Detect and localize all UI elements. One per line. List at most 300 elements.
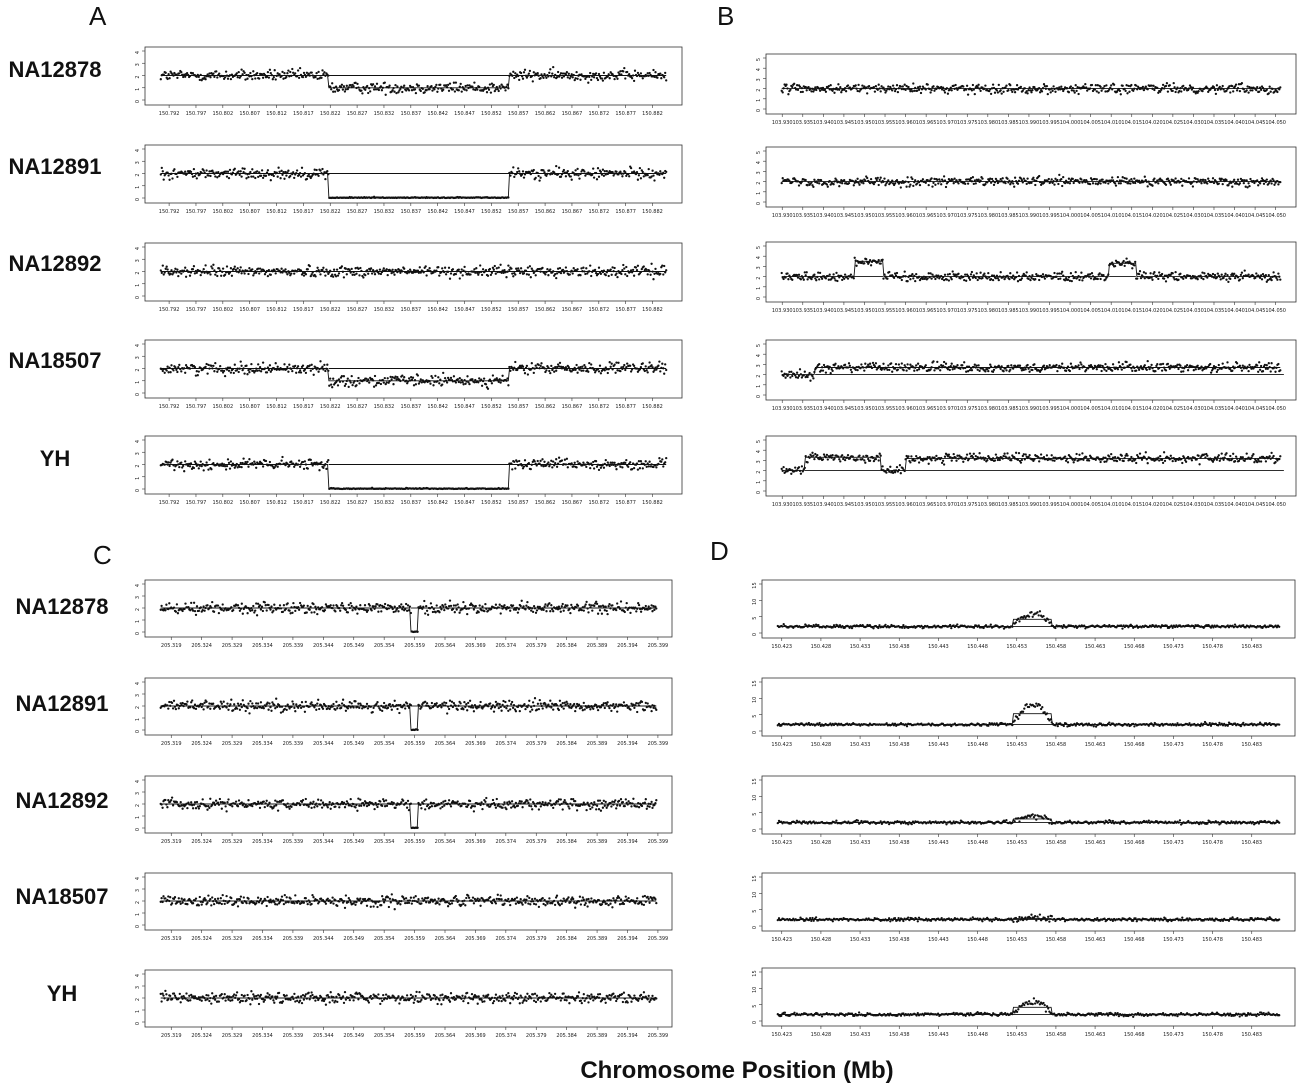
- data-point: [1233, 179, 1235, 181]
- data-point: [1179, 273, 1181, 275]
- data-point: [526, 273, 528, 275]
- data-point: [866, 92, 868, 94]
- data-point: [380, 383, 382, 385]
- y-tick-label: 2: [135, 173, 141, 177]
- data-point: [868, 85, 870, 87]
- x-tick-label: 150.797: [185, 404, 207, 410]
- data-point: [1022, 90, 1024, 92]
- data-point: [167, 371, 169, 373]
- x-tick-label: 150.872: [588, 307, 610, 313]
- data-point: [927, 83, 929, 85]
- data-point: [1247, 91, 1249, 93]
- data-point: [305, 372, 307, 374]
- data-point: [524, 459, 526, 461]
- data-point: [375, 384, 377, 386]
- data-point: [1130, 84, 1132, 86]
- data-point: [1229, 278, 1231, 280]
- data-point: [1231, 85, 1233, 87]
- data-point: [619, 466, 621, 468]
- data-point: [992, 279, 994, 281]
- data-point: [542, 77, 544, 79]
- data-point: [1032, 177, 1034, 179]
- data-point: [522, 366, 524, 368]
- data-point: [533, 169, 535, 171]
- x-tick-label: 150.807: [239, 500, 261, 506]
- data-point: [843, 179, 845, 181]
- data-point: [523, 176, 525, 178]
- data-point: [957, 182, 959, 184]
- data-point: [623, 267, 625, 269]
- data-point: [251, 78, 253, 80]
- data-point: [633, 467, 635, 469]
- data-point: [261, 169, 263, 171]
- data-point: [883, 177, 885, 179]
- data-point: [244, 78, 246, 80]
- data-point: [418, 382, 420, 384]
- data-point: [418, 84, 420, 86]
- data-point: [914, 280, 916, 282]
- data-point: [971, 271, 973, 273]
- data-point: [572, 272, 574, 274]
- data-point: [912, 185, 914, 187]
- data-point: [1000, 89, 1002, 91]
- data-point: [537, 72, 539, 74]
- data-point: [257, 363, 259, 365]
- data-point: [178, 466, 180, 468]
- data-point: [558, 457, 560, 459]
- data-point: [243, 72, 245, 74]
- data-point: [654, 71, 656, 73]
- data-point: [585, 466, 587, 468]
- data-point: [857, 84, 859, 86]
- panel-b-plot-na12878: [756, 54, 1296, 126]
- data-point: [1019, 365, 1021, 367]
- data-point: [560, 272, 562, 274]
- data-point: [1120, 182, 1122, 184]
- data-point: [293, 272, 295, 274]
- data-point: [1002, 177, 1004, 179]
- data-point: [166, 369, 168, 371]
- data-point: [967, 182, 969, 184]
- data-point: [262, 177, 264, 179]
- data-point: [1153, 271, 1155, 273]
- data-point: [216, 275, 218, 277]
- data-point: [1266, 178, 1268, 180]
- data-point: [412, 377, 414, 379]
- data-point: [359, 267, 361, 269]
- data-point: [994, 92, 996, 94]
- data-point: [959, 179, 961, 181]
- data-point: [796, 274, 798, 276]
- data-point: [512, 166, 514, 168]
- data-point: [208, 72, 210, 74]
- data-point: [851, 371, 853, 373]
- data-point: [431, 89, 433, 91]
- data-point: [965, 280, 967, 282]
- data-point: [493, 269, 495, 271]
- data-point: [378, 272, 380, 274]
- data-point: [425, 89, 427, 91]
- data-point: [325, 468, 327, 470]
- data-point: [937, 182, 939, 184]
- data-point: [1002, 370, 1004, 372]
- data-point: [616, 369, 618, 371]
- data-point: [432, 384, 434, 386]
- x-tick-label: 104.015: [1121, 406, 1143, 412]
- data-point: [374, 85, 376, 87]
- data-point: [855, 84, 857, 86]
- data-point: [1048, 178, 1050, 180]
- data-point: [798, 184, 800, 186]
- data-point: [1012, 182, 1014, 184]
- x-tick-label: 104.025: [1162, 213, 1184, 219]
- x-tick-label: 150.872: [588, 209, 610, 215]
- data-point: [1034, 184, 1036, 186]
- data-point: [1026, 271, 1028, 273]
- data-point: [216, 176, 218, 178]
- data-point: [1277, 272, 1279, 274]
- data-point: [347, 378, 349, 380]
- data-point: [784, 377, 786, 379]
- data-point: [648, 361, 650, 363]
- data-point: [1127, 182, 1129, 184]
- sample-label: NA12878: [8, 57, 102, 82]
- data-point: [603, 72, 605, 74]
- data-point: [162, 264, 164, 266]
- x-tick-label: 104.035: [1203, 213, 1225, 219]
- data-point: [452, 88, 454, 90]
- data-point: [343, 375, 345, 377]
- data-point: [488, 89, 490, 91]
- data-point: [167, 461, 169, 463]
- data-point: [1110, 84, 1112, 86]
- data-point: [298, 77, 300, 79]
- data-point: [1030, 91, 1032, 93]
- data-point: [442, 89, 444, 91]
- data-point: [1117, 176, 1119, 178]
- data-point: [1255, 89, 1257, 91]
- data-point: [1134, 182, 1136, 184]
- data-point: [238, 170, 240, 172]
- data-point: [185, 276, 187, 278]
- data-point: [798, 274, 800, 276]
- data-point: [1060, 178, 1062, 180]
- data-point: [1042, 273, 1044, 275]
- data-point: [433, 88, 435, 90]
- data-point: [249, 171, 251, 173]
- data-point: [858, 184, 860, 186]
- data-point: [573, 267, 575, 269]
- data-point: [648, 72, 650, 74]
- data-point: [853, 184, 855, 186]
- data-point: [329, 377, 331, 379]
- data-point: [625, 266, 627, 268]
- x-tick-label: 104.020: [1141, 406, 1163, 412]
- data-point: [876, 179, 878, 181]
- data-point: [182, 465, 184, 467]
- data-point: [535, 274, 537, 276]
- data-point: [252, 175, 254, 177]
- data-point: [333, 269, 335, 271]
- data-point: [469, 273, 471, 275]
- data-point: [282, 171, 284, 173]
- data-point: [246, 461, 248, 463]
- data-point: [1068, 178, 1070, 180]
- data-point: [929, 91, 931, 93]
- data-point: [570, 175, 572, 177]
- data-point: [258, 77, 260, 79]
- y-tick-label: 0: [135, 392, 141, 397]
- data-point: [288, 465, 290, 467]
- x-tick-label: 150.847: [454, 404, 475, 410]
- data-point: [977, 369, 979, 371]
- data-point: [178, 72, 180, 74]
- data-point: [574, 369, 576, 371]
- data-point: [1020, 86, 1022, 88]
- data-point: [915, 273, 917, 275]
- data-point: [393, 274, 395, 276]
- x-tick-label: 150.842: [427, 307, 449, 313]
- data-point: [219, 365, 221, 367]
- data-point: [654, 268, 656, 270]
- data-point: [213, 370, 215, 372]
- data-point: [1100, 90, 1102, 92]
- data-point: [341, 84, 343, 86]
- data-point: [627, 466, 629, 468]
- data-point: [425, 274, 427, 276]
- data-point: [625, 459, 627, 461]
- data-point: [428, 88, 430, 90]
- data-point: [204, 176, 206, 178]
- data-point: [575, 466, 577, 468]
- data-point: [385, 94, 387, 96]
- data-point: [241, 167, 243, 169]
- data-point: [849, 365, 851, 367]
- data-point: [1133, 177, 1135, 179]
- data-point: [1004, 182, 1006, 184]
- data-point: [582, 369, 584, 371]
- x-tick-label: 104.020: [1141, 213, 1163, 219]
- data-point: [1236, 89, 1238, 91]
- data-point: [457, 378, 459, 380]
- y-tick-label: 0: [135, 99, 141, 104]
- data-point: [598, 73, 600, 75]
- data-point: [386, 381, 388, 383]
- data-point: [634, 70, 636, 72]
- data-point: [477, 274, 479, 276]
- x-tick-label: 104.005: [1080, 120, 1101, 126]
- data-point: [649, 465, 651, 467]
- data-point: [1057, 183, 1059, 185]
- data-point: [1077, 93, 1079, 95]
- plot-frame: [766, 54, 1296, 114]
- data-point: [640, 366, 642, 368]
- x-tick-label: 104.020: [1141, 308, 1163, 314]
- data-point: [1272, 271, 1274, 273]
- data-point: [1151, 279, 1153, 281]
- data-point: [663, 76, 665, 78]
- data-point: [1133, 264, 1135, 266]
- x-tick-label: 103.950: [854, 213, 875, 219]
- y-tick-label: 3: [756, 78, 762, 82]
- x-tick-label: 103.970: [936, 120, 958, 126]
- data-point: [626, 275, 628, 277]
- data-point: [310, 370, 312, 372]
- data-point: [415, 92, 417, 94]
- data-point: [902, 85, 904, 87]
- y-tick-label: 2: [135, 368, 141, 372]
- x-tick-label: 103.945: [833, 406, 855, 412]
- data-point: [566, 458, 568, 460]
- data-point: [367, 378, 369, 380]
- data-point: [1046, 85, 1048, 87]
- data-point: [362, 276, 364, 278]
- x-tick-label: 150.852: [481, 111, 502, 117]
- data-point: [483, 377, 485, 379]
- data-point: [249, 72, 251, 74]
- data-point: [575, 364, 577, 366]
- data-point: [431, 377, 433, 379]
- data-point: [589, 72, 591, 74]
- x-tick-label: 150.807: [239, 404, 261, 410]
- y-tick-label: 3: [756, 364, 762, 368]
- data-point: [1265, 274, 1267, 276]
- data-point: [967, 93, 969, 95]
- data-point: [316, 267, 318, 269]
- data-point: [1054, 91, 1056, 93]
- data-point: [1220, 278, 1222, 280]
- data-point: [218, 72, 220, 74]
- y-tick-label: 2: [135, 271, 141, 275]
- data-point: [640, 177, 642, 179]
- data-point: [343, 85, 345, 87]
- data-point: [930, 89, 932, 91]
- x-tick-label: 103.950: [854, 406, 875, 412]
- data-point: [807, 86, 809, 88]
- data-point: [228, 462, 230, 464]
- data-point: [446, 381, 448, 383]
- data-point: [662, 273, 664, 275]
- data-point: [1219, 86, 1221, 88]
- data-point: [302, 364, 304, 366]
- data-point: [211, 267, 213, 269]
- data-point: [1031, 274, 1033, 276]
- data-point: [613, 267, 615, 269]
- data-point: [298, 459, 300, 461]
- data-point: [324, 370, 326, 372]
- data-point: [608, 275, 610, 277]
- data-point: [162, 170, 164, 172]
- data-point: [862, 182, 864, 184]
- data-point: [622, 264, 624, 266]
- data-point: [906, 176, 908, 178]
- data-point: [198, 467, 200, 469]
- data-point: [247, 466, 249, 468]
- data-point: [934, 278, 936, 280]
- data-point: [283, 363, 285, 365]
- data-point: [273, 76, 275, 78]
- y-tick-label: 1: [756, 98, 762, 102]
- data-point: [337, 274, 339, 276]
- data-point: [507, 264, 509, 266]
- data-point: [1244, 179, 1246, 181]
- data-point: [812, 377, 814, 379]
- y-tick-label: 4: [135, 50, 141, 55]
- x-tick-label: 103.945: [833, 308, 855, 314]
- data-point: [555, 277, 557, 279]
- x-tick-label: 104.040: [1224, 213, 1245, 219]
- data-point: [911, 178, 913, 180]
- data-point: [233, 268, 235, 270]
- data-point: [267, 169, 269, 171]
- data-point: [830, 84, 832, 86]
- data-point: [977, 84, 979, 86]
- data-point: [475, 267, 477, 269]
- data-point: [590, 275, 592, 277]
- x-tick-label: 103.965: [915, 406, 937, 412]
- x-tick-label: 103.990: [1018, 406, 1040, 412]
- panel-letter-a: A: [89, 1, 107, 31]
- x-tick-label: 150.812: [266, 307, 287, 313]
- data-point: [163, 178, 165, 180]
- data-point: [993, 184, 995, 186]
- data-point: [934, 184, 936, 186]
- x-tick-label: 103.965: [915, 213, 937, 219]
- data-point: [441, 383, 443, 385]
- data-point: [562, 269, 564, 271]
- data-point: [512, 275, 514, 277]
- data-point: [1200, 182, 1202, 184]
- data-point: [1136, 277, 1138, 279]
- data-point: [520, 72, 522, 74]
- data-point: [1078, 279, 1080, 281]
- data-point: [405, 89, 407, 91]
- x-tick-label: 103.975: [956, 213, 978, 219]
- data-point: [449, 278, 451, 280]
- data-point: [1125, 257, 1127, 259]
- data-point: [556, 366, 558, 368]
- data-point: [1153, 89, 1155, 91]
- data-point: [628, 73, 630, 75]
- data-point: [815, 279, 817, 281]
- x-tick-label: 150.862: [534, 111, 556, 117]
- data-point: [1114, 182, 1116, 184]
- data-point: [905, 186, 907, 188]
- data-point: [585, 267, 587, 269]
- data-point: [606, 170, 608, 172]
- data-point: [561, 459, 563, 461]
- x-tick-label: 150.847: [454, 500, 475, 506]
- data-point: [621, 466, 623, 468]
- data-point: [839, 86, 841, 88]
- data-point: [314, 76, 316, 78]
- data-point: [523, 465, 525, 467]
- data-point: [1011, 277, 1013, 279]
- data-point: [241, 462, 243, 464]
- data-point: [322, 467, 324, 469]
- x-tick-label: 104.050: [1265, 120, 1287, 126]
- data-point: [897, 368, 899, 370]
- x-tick-label: 150.817: [293, 209, 314, 215]
- data-point: [821, 278, 823, 280]
- data-point: [383, 381, 385, 383]
- data-point: [368, 381, 370, 383]
- y-tick-label: 4: [756, 68, 762, 72]
- data-point: [806, 184, 808, 186]
- data-point: [166, 266, 168, 268]
- data-point: [652, 69, 654, 71]
- data-point: [240, 68, 242, 70]
